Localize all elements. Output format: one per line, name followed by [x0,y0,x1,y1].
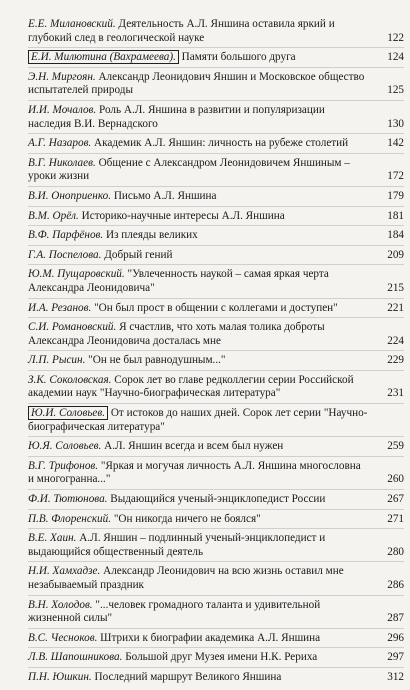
toc-entry-title: Памяти большого друга [181,51,296,64]
toc-entry [28,18,404,48]
toc-entry [28,71,404,101]
toc-entry-page-number: 260 [387,473,404,486]
toc-entry-title: А.Л. Яншин – подлинный ученый-энциклопедист и выдающийся общественный деятель [28,532,326,558]
toc-entry-title: Общение с Александром Леонидовичем Яншиным – уроки жизни [28,156,350,183]
toc-entry [28,599,404,629]
toc-entry-title: Добрый гений [104,248,173,261]
toc-entry-text [28,513,368,527]
toc-entry [28,137,404,154]
toc-entry-page-number: 172 [387,170,404,183]
toc-entry [28,210,404,227]
toc-entry-text [28,440,368,454]
toc-entry [28,249,404,266]
toc-entry-page-number: 231 [387,387,404,400]
toc-entry-author: Е.Е. Милановский. [28,18,116,30]
toc-entry [28,354,404,371]
toc-entry-author: З.К. Соколовская. [28,373,112,386]
toc-entry [28,157,404,187]
toc-entry [28,51,404,68]
toc-entry [28,302,404,319]
toc-entry-page-number: 130 [387,117,404,130]
toc-entry-page-number: 296 [387,631,404,644]
toc-entry-text [28,354,368,368]
toc-entry-page-number: 271 [387,512,404,525]
toc-entry-title: Деятельность А.Л. Яншина оставила яркий и глубокий след в геологической науке [28,18,335,44]
toc-entry-author: С.И. Романовский. [28,321,117,334]
toc-entry-author: В.Г. Трифонов. [28,459,99,472]
toc-entry-author: Э.Н. Миргоян. [28,70,96,83]
toc-entry-author: И.И. Мочалов. [28,103,97,116]
toc-entry-author: В.Г. Николаев. [28,156,96,169]
toc-entry-text [28,137,368,151]
toc-entry-author: Л.В. Шапошникова. [28,651,123,664]
toc-entry-text [28,190,368,204]
toc-entry [28,565,404,595]
toc-entry-page-number: 287 [387,612,404,625]
toc-entry [28,190,404,207]
toc-entry-title: Александр Леонидович Яншин и Московское общество испытателей природы [28,70,365,97]
toc-entry-page-number: 297 [387,651,404,664]
toc-entry-text [28,71,368,98]
toc-entry-author: В.Е. Хаин. [28,532,77,545]
toc-entry-author: П.В. Флоренский. [28,512,112,525]
table-of-contents [28,18,404,690]
toc-entry-author: П.Н. Юшкин. [28,670,92,683]
toc-entry-title: Выдающийся ученый-энциклопедист России [110,493,326,506]
toc-entry-author: Ю.М. Пущаровский. [28,268,125,281]
toc-entry-text [28,157,368,184]
toc-entry-author: Ю.Я. Соловьев. [28,440,102,453]
toc-entry-page-number: 221 [387,301,404,314]
toc-entry-title: "...человек громадного таланта и удивительной жизненной силы" [28,598,321,625]
toc-entry-page-number: 209 [387,248,404,261]
toc-entry-author: Н.И. Хамхадзе. [28,565,101,578]
toc-entry-title: "Он не был равнодушным..." [88,354,226,367]
toc-entry-title: Большой друг Музея имени Н.К. Рериха [125,651,318,664]
toc-entry [28,268,404,298]
toc-entry-page-number: 179 [387,189,404,202]
toc-entry-text [28,18,368,45]
toc-entry-text [28,51,368,65]
toc-entry-text [28,460,368,487]
toc-entry [28,407,404,437]
toc-entry-text [28,229,368,243]
toc-entry-text [28,104,368,131]
toc-entry [28,104,404,134]
toc-entry-text [28,565,368,592]
toc-entry [28,460,404,490]
toc-entry-text [28,374,368,401]
toc-entry-page-number: 286 [387,579,404,591]
toc-entry-text [28,532,368,559]
toc-entry [28,493,404,510]
toc-entry-author: В.Ф. Парфёнов. [28,229,104,242]
toc-entry [28,513,404,530]
toc-entry-title: "Он был прост в общении с коллегами и доступен" [94,301,338,314]
toc-entry-title: Я счастлив, что хоть малая толика доброты Александра Леонидовича досталась мне [28,321,325,347]
toc-entry-title: А.Л. Яншин всегда и всем был нужен [104,440,284,453]
toc-entry-text [28,493,368,507]
toc-entry [28,374,404,404]
toc-entry [28,632,404,649]
toc-entry-author: Л.П. Рысин. [28,354,86,367]
toc-entry-page-number: 224 [387,334,404,347]
toc-entry-page-number: 215 [387,281,404,294]
toc-entry-text [28,599,368,626]
toc-entry-author: Ф.И. Тютюнова. [28,493,108,506]
toc-entry-text [28,302,368,316]
toc-entry-text [28,210,368,224]
toc-entry [28,671,404,687]
toc-entry-title: Из плеяды великих [106,229,198,242]
toc-entry-author: И.А. Резанов. [28,301,92,314]
toc-entry-text [28,632,368,646]
toc-entry-author: В.И. Оноприенко. [28,189,112,202]
toc-entry-author: В.Н. Холодов. [28,598,93,611]
toc-entry [28,440,404,457]
toc-entry-title: От истоков до наших дней. Сорок лет серии "Научно-биографическая литература" [28,407,368,433]
toc-entry-author: В.М. Орёл. [28,209,79,222]
toc-entry-page-number: 122 [387,31,404,44]
toc-entry-page-number: 125 [387,84,404,97]
toc-entry-title: Последний маршрут Великого Яншина [94,670,282,683]
toc-entry-text [28,268,368,295]
toc-entry-author: В.С. Чесноков. [28,631,98,644]
toc-entry [28,532,404,562]
toc-entry-page-number: 259 [387,440,404,453]
toc-entry-page-number: 312 [387,670,404,683]
toc-entry-page-number: 267 [387,493,404,506]
toc-entry-text [28,249,368,263]
toc-entry [28,229,404,246]
toc-entry-page-number: 229 [387,354,404,367]
toc-entry-title: "Яркая и могучая личность А.Л. Яншина многословна и многогранна..." [28,459,361,486]
toc-entry-page-number: 184 [387,229,404,242]
toc-entry-title: "Увлеченность наукой – самая яркая черта Александра Леонидовича" [28,268,329,294]
toc-entry-page-number: 124 [387,51,404,64]
toc-entry-text [28,651,368,665]
toc-entry-page-number: 142 [387,137,404,150]
toc-entry-page-number: 181 [387,209,404,222]
toc-entry-text [28,671,368,685]
toc-entry-title: Александр Леонидович на всю жизнь оставил мне незабываемый праздник [28,565,344,591]
toc-entry-title: "Он никогда ничего не боялся" [113,512,261,525]
toc-entry-title: Письмо А.Л. Яншина [113,189,217,202]
toc-entry-title: Сорок лет во главе редколлегии серии Российской академии наук "Научно-биографическая литература" [28,373,354,400]
toc-entry-title: Роль А.Л. Яншина в развитии и популяризации наследия В.И. Вернадского [28,103,325,130]
toc-entry [28,651,404,668]
toc-entry-text [28,407,368,434]
toc-entry-author: Ю.И. Соловьев. [28,406,108,420]
toc-entry-text [28,321,368,348]
toc-entry-title: Историко-научные интересы А.Л. Яншина [81,209,285,222]
toc-entry-author: Г.А. Поспелова. [28,248,102,261]
toc-entry-page-number: 280 [387,545,404,558]
toc-entry-author: А.Г. Назаров. [28,137,92,150]
toc-entry-title: Штрихи к биографии академика А.Л. Яншина [100,631,321,644]
toc-entry-title: Академик А.Л. Яншин: личность на рубеже столетий [94,137,349,150]
toc-entry [28,321,404,351]
toc-entry-author: Е.И. Милютина (Вахрамеева). [28,50,179,64]
